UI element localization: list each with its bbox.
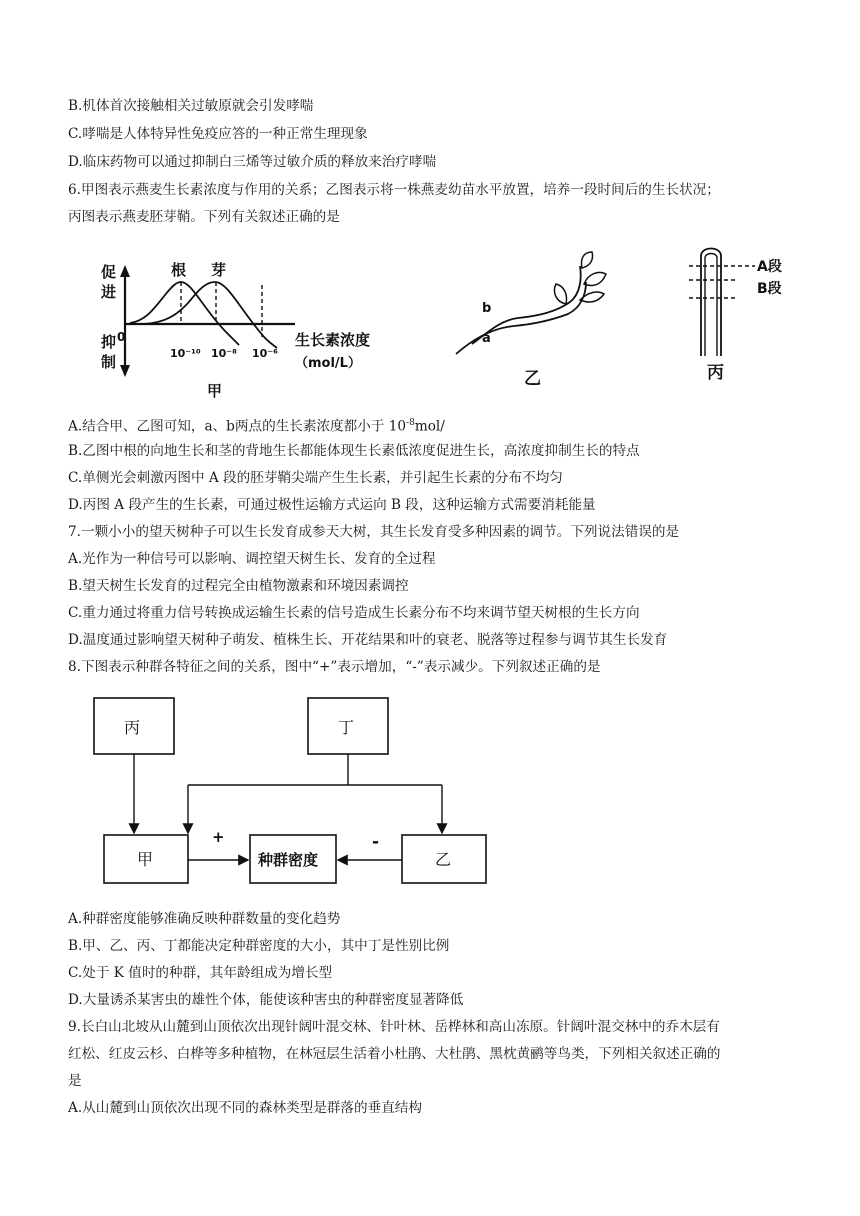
figure-bing [685, 244, 805, 384]
q6-option-a-exponent: -8 [406, 418, 415, 428]
q8-option-a: A.种群密度能够准确反映种群数量的变化趋势 [68, 911, 341, 927]
fig-yi-leaf-4 [580, 292, 604, 302]
fig-jia-label-root: 根 [171, 261, 187, 279]
q8-label-density: 种群密度 [258, 851, 319, 869]
q8-label-bing: 丙 [124, 718, 141, 737]
q7-option-b: B.望天树生长发育的过程完全由植物激素和环境因素调控 [68, 578, 409, 594]
q9-option-a: A.从山麓到山顶依次出现不同的森林类型是群落的垂直结构 [68, 1100, 422, 1116]
q8-sign-plus: + [212, 828, 225, 846]
q6-option-d: D.丙图 A 段产生的生长素，可通过极性运输方式运向 B 段，这种运输方式需要消耗能量 [68, 497, 596, 513]
fig-yi-caption: 乙 [524, 369, 541, 389]
fig-jia-tick-3: 10⁻⁶ [252, 347, 278, 360]
q8-option-c: C.处于 K 值时的种群，其年龄组成为增长型 [68, 965, 333, 981]
q7-option-a: A.光作为一种信号可以影响、调控望天树生长、发育的全过程 [68, 551, 436, 567]
fig-jia-caption: 甲 [207, 382, 223, 400]
fig-yi-label-b: b [482, 301, 492, 316]
fig-jia-tick-2: 10⁻⁸ [211, 347, 237, 360]
q8-label-ding: 丁 [338, 718, 355, 737]
fig-yi-leaf-3 [581, 252, 592, 268]
q8-label-yi: 乙 [435, 850, 452, 869]
fig-bing-label-a: A段 [757, 259, 782, 275]
q5-option-b: B.机体首次接触相关过敏原就会引发哮喘 [68, 98, 314, 114]
fig-jia-tick-1: 10⁻¹⁰ [170, 347, 201, 360]
q6-option-b: B.乙图中根的向地生长和茎的背地生长都能体现生长素低浓度促进生长，高浓度抑制生长的特点 [68, 443, 640, 459]
fig-jia-ylabel-inhibit-1: 抑 [101, 333, 117, 351]
q6-option-a-unit: mol/ [414, 418, 445, 435]
fig-bing-caption: 丙 [707, 363, 724, 383]
q7-option-c: C.重力通过将重力信号转换成运输生长素的信号造成生长素分布不均来调节望天树根的生长方向 [68, 605, 640, 621]
q6-option-c: C.单侧光会刺激丙图中 A 段的胚芽鞘尖端产生生长素，并引起生长素的分布不均匀 [68, 470, 563, 486]
q6-option-a [68, 413, 445, 437]
q9-stem-line-1: 9.长白山北坡从山麓到山顶依次出现针阔叶混交林、针叶林、岳桦林和高山冻原。针阔叶混交林中的乔木层有 [68, 1019, 720, 1035]
q7-stem: 7.一颗小小的望天树种子可以生长发育成参天大树，其生长发育受多种因素的调节。下列说法错误的是 [68, 524, 680, 540]
fig-bing-coleoptile-inner [705, 254, 717, 357]
fig-jia-xunit: （mol/L） [295, 356, 361, 371]
fig-jia-ylabel-promote-2: 进 [101, 283, 117, 301]
fig-bing-label-b: B段 [757, 281, 782, 297]
q7-option-d: D.温度通过影响望天树种子萌发、植株生长、开花结果和叶的衰老、脱落等过程参与调节其生长发育 [68, 632, 668, 648]
fig-yi-leaf-1 [554, 284, 566, 304]
q8-option-b: B.甲、乙、丙、丁都能决定种群密度的大小，其中丁是性别比例 [68, 938, 450, 954]
q8-stem: 8.下图表示种群各特征之间的关系，图中“+”表示增加，“-”表示减少。下列叙述正确的是 [68, 659, 601, 675]
q8-label-jia: 甲 [137, 850, 154, 869]
fig-jia-axes [120, 265, 295, 377]
q5-option-d: D.临床药物可以通过抑制白三烯等过敏介质的释放来治疗哮喘 [68, 154, 437, 170]
fig-jia-label-bud: 芽 [211, 261, 227, 279]
q6-stem-line-1: 6.甲图表示燕麦生长素浓度与作用的关系；乙图表示将一株燕麦幼苗水平放置，培养一段时间后的生长状况； [68, 182, 720, 198]
figure-jia [95, 255, 395, 400]
q9-stem-line-2: 红松、红皮云杉、白桦等多种植物，在林冠层生活着小杜鹃、大杜鹃、黑枕黄鹂等鸟类，下列相关叙述正确的 [68, 1046, 721, 1062]
fig-jia-ylabel-promote-1: 促 [101, 263, 117, 281]
fig-jia-xlabel: 生长素浓度 [295, 331, 371, 349]
fig-bing-coleoptile-outer [701, 249, 721, 357]
figure-yi [452, 248, 622, 388]
figure-q8-diagram [90, 690, 490, 890]
fig-jia-origin: 0 [117, 330, 126, 344]
fig-yi-leaf-2 [584, 272, 606, 285]
fig-jia-root-curve [130, 282, 239, 345]
q6-stem-line-2: 丙图表示燕麦胚芽鞘。下列有关叙述正确的是 [68, 209, 340, 225]
fig-jia-bud-curve [143, 282, 277, 348]
q5-option-c: C.哮喘是人体特异性免疫应答的一种正常生理现象 [68, 126, 368, 142]
q6-option-a-text: A.结合甲、乙图可知，a、b两点的生长素浓度都小于 10 [68, 418, 407, 435]
q9-stem-line-3: 是 [68, 1073, 82, 1089]
fig-jia-ylabel-inhibit-2: 制 [101, 353, 117, 371]
q8-option-d: D.大量诱杀某害虫的雄性个体，能使该种害虫的种群密度显著降低 [68, 992, 464, 1008]
fig-yi-label-a: a [482, 331, 491, 346]
q8-sign-minus: - [372, 832, 380, 852]
